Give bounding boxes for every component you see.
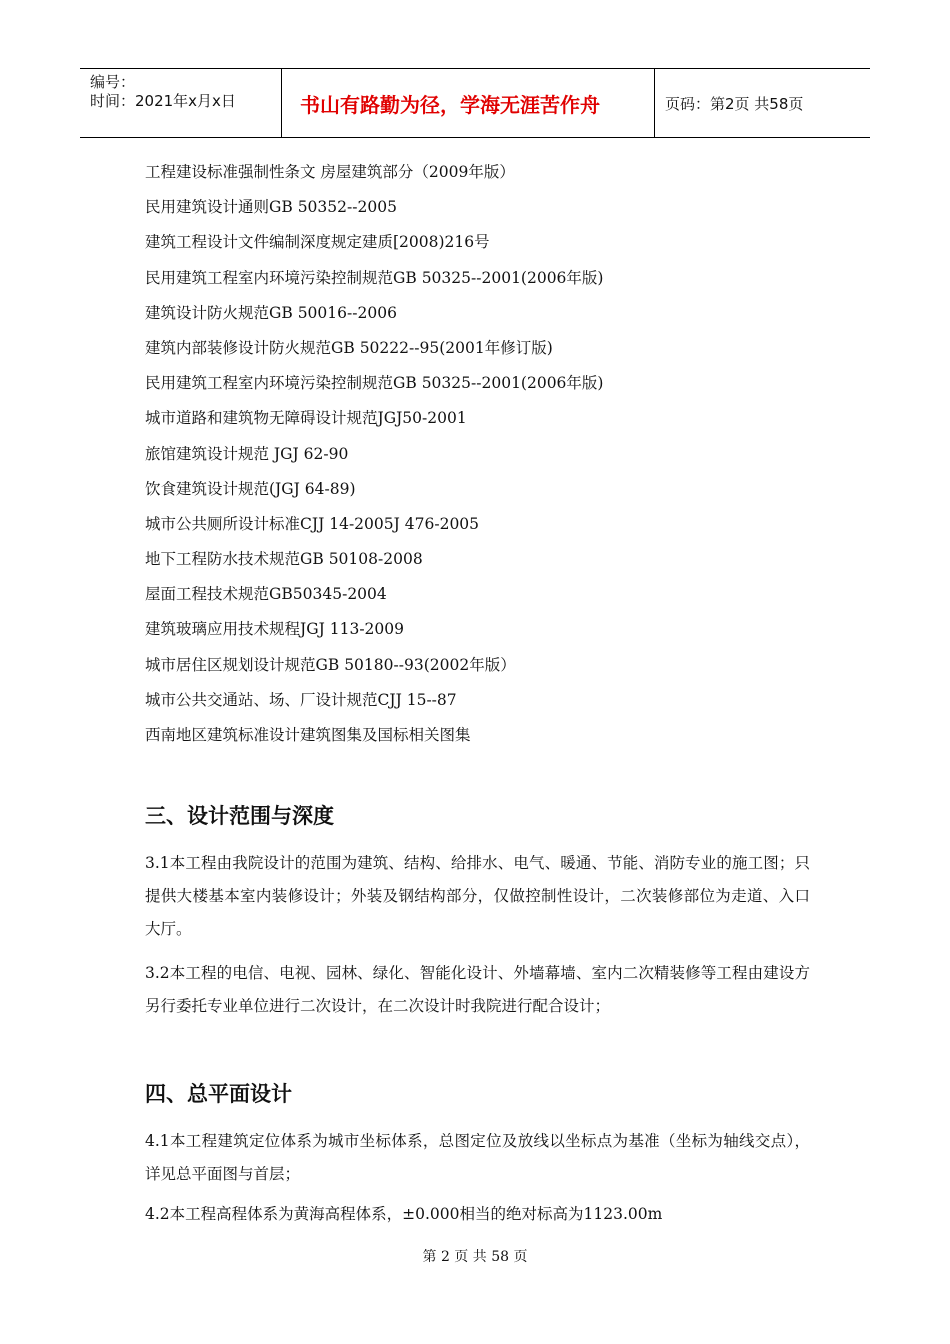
section-4-title: 四、总平面设计 xyxy=(145,1082,292,1106)
section-3-paragraph-2: 3.2本工程的电信、电视、园林、绿化、智能化设计、外墙幕墙、室内二次精装修等工程由建设方另行委托专业单位进行二次设计，在二次设计时我院进行配合设计； xyxy=(145,964,810,1015)
section-3-title: 三、设计范围与深度 xyxy=(145,804,334,828)
page-footer: 第 2 页 共 58 页 xyxy=(422,1249,528,1265)
reference-item: 建筑工程设计文件编制深度规定建质[2008)216号 xyxy=(145,233,490,252)
reference-item: 西南地区建筑标准设计建筑图集及国标相关图集 xyxy=(145,726,471,744)
header-meta-cell xyxy=(80,69,282,137)
reference-item: 饮食建筑设计规范(JGJ 64-89) xyxy=(145,479,356,498)
header-page-info: 页码：第2页 共58页 xyxy=(665,94,804,113)
reference-item: 建筑内部装修设计防火规范GB 50222--95(2001年修订版) xyxy=(145,338,553,357)
reference-item: 工程建设标准强制性条文 房屋建筑部分（2009年版） xyxy=(145,163,515,181)
reference-item: 城市公共交通站、场、厂设计规范CJJ 15--87 xyxy=(145,690,457,709)
reference-item: 民用建筑设计通则GB 50352--2005 xyxy=(145,198,397,217)
reference-item: 旅馆建筑设计规范 JGJ 62-90 xyxy=(145,444,349,463)
reference-item: 地下工程防水技术规范GB 50108-2008 xyxy=(145,550,423,569)
reference-item: 城市居住区规划设计规范GB 50180--93(2002年版） xyxy=(145,655,516,674)
reference-item: 城市公共厕所设计标准CJJ 14-2005J 476-2005 xyxy=(145,514,480,533)
section-4-paragraph-1: 4.1本工程建筑定位体系为城市坐标体系，总图定位及放线以坐标点为基准（坐标为轴线交点），详见总平面图与首层； xyxy=(145,1132,810,1183)
header-motto: 书山有路勤为径，学海无涯苦作舟 xyxy=(282,69,655,137)
reference-item: 建筑玻璃应用技术规程JGJ 113-2009 xyxy=(145,620,405,639)
section-4-paragraph-2: 4.2本工程高程体系为黄海高程体系，±0.000相当的绝对标高为1123.00m xyxy=(145,1205,663,1223)
time-label: 时间：2021年x月x日 xyxy=(90,92,236,110)
section-3-paragraph-1: 3.1本工程由我院设计的范围为建筑、结构、给排水、电气、暖通、节能、消防专业的施工图；只提供大楼基本室内装修设计；外装及钢结构部分，仅做控制性设计，二次装修部位为走道、入口大厅。 xyxy=(145,854,810,938)
page-header xyxy=(80,68,870,138)
reference-list xyxy=(145,158,603,756)
reference-item: 民用建筑工程室内环境污染控制规范GB 50325--2001(2006年版) xyxy=(145,374,604,393)
reference-item: 建筑设计防火规范GB 50016--2006 xyxy=(145,303,397,322)
reference-item: 屋面工程技术规范GB50345-2004 xyxy=(145,585,387,604)
reference-item: 民用建筑工程室内环境污染控制规范GB 50325--2001(2006年版) xyxy=(145,268,604,287)
reference-item: 城市道路和建筑物无障碍设计规范JGJ50-2001 xyxy=(145,409,467,428)
number-label: 编号： xyxy=(90,73,136,91)
